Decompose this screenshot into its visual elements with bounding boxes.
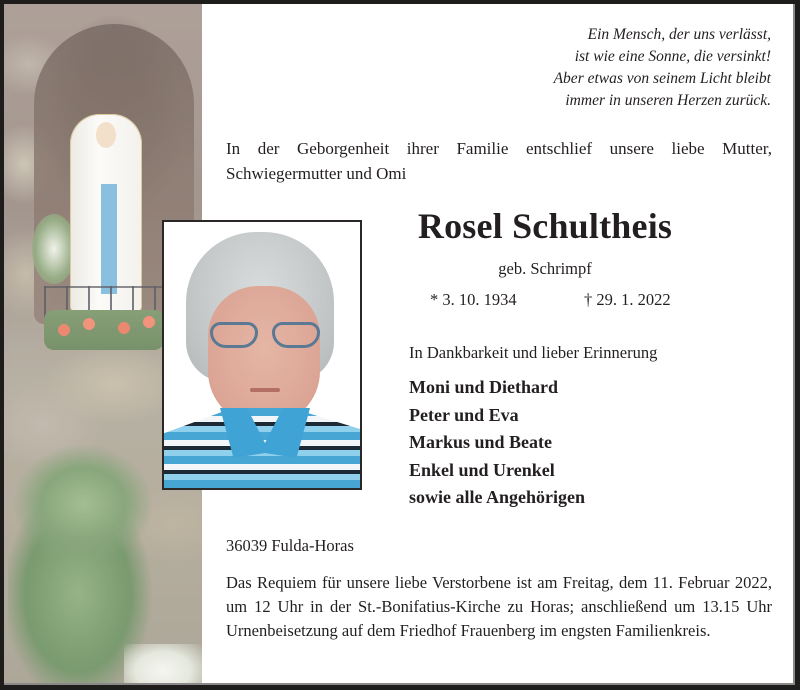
requiem-text: Das Requiem für unsere liebe Verstorbene ist am Freitag, dem 11. Februar 2022, um 12 Uhr in der St.-Bonifatius-Kirche zu Horas; anschließend um 13.15 Uhr Urnenbeisetzung auf dem Friedhof Frauenberg im engsten Familienkreis. bbox=[226, 573, 772, 641]
quote-line: ist wie eine Sonne, die versinkt! bbox=[574, 48, 771, 65]
mourner-entry: Markus und Beate bbox=[409, 432, 553, 452]
mourners-list bbox=[409, 374, 585, 512]
glasses-icon bbox=[210, 322, 320, 350]
quote-line: Ein Mensch, der uns verlässt, bbox=[587, 26, 771, 43]
mourner-entry: Peter und Eva bbox=[409, 404, 519, 425]
birth-name: geb. Schrimpf bbox=[498, 259, 592, 278]
intro-text: In der Geborgenheit ihrer Familie entschlief unsere liebe Mutter, Schwiegermutter und Omi bbox=[226, 139, 772, 183]
death-date: † 29. 1. 2022 bbox=[584, 290, 671, 309]
quote-line: Aber etwas von seinem Licht bleibt bbox=[553, 70, 771, 87]
mourner-entry: Moni und Diethard bbox=[409, 377, 559, 397]
portrait-photo bbox=[162, 220, 362, 490]
portrait-face bbox=[208, 286, 320, 426]
deceased-name: Rosel Schultheis bbox=[417, 206, 673, 246]
quote-line: immer in unseren Herzen zurück. bbox=[565, 92, 771, 109]
memorial-quote bbox=[451, 24, 771, 112]
location: 36039 Fulda-Horas bbox=[226, 536, 354, 555]
birth-date: * 3. 10. 1934 bbox=[430, 290, 517, 309]
mourner-entry: Enkel und Urenkel bbox=[409, 459, 555, 480]
mourner-entry: sowie alle Angehörigen bbox=[409, 487, 585, 507]
obituary-notice bbox=[4, 4, 795, 685]
portrait-mouth bbox=[250, 388, 280, 392]
thanks-line: In Dankbarkeit und lieber Erinnerung bbox=[409, 343, 658, 362]
